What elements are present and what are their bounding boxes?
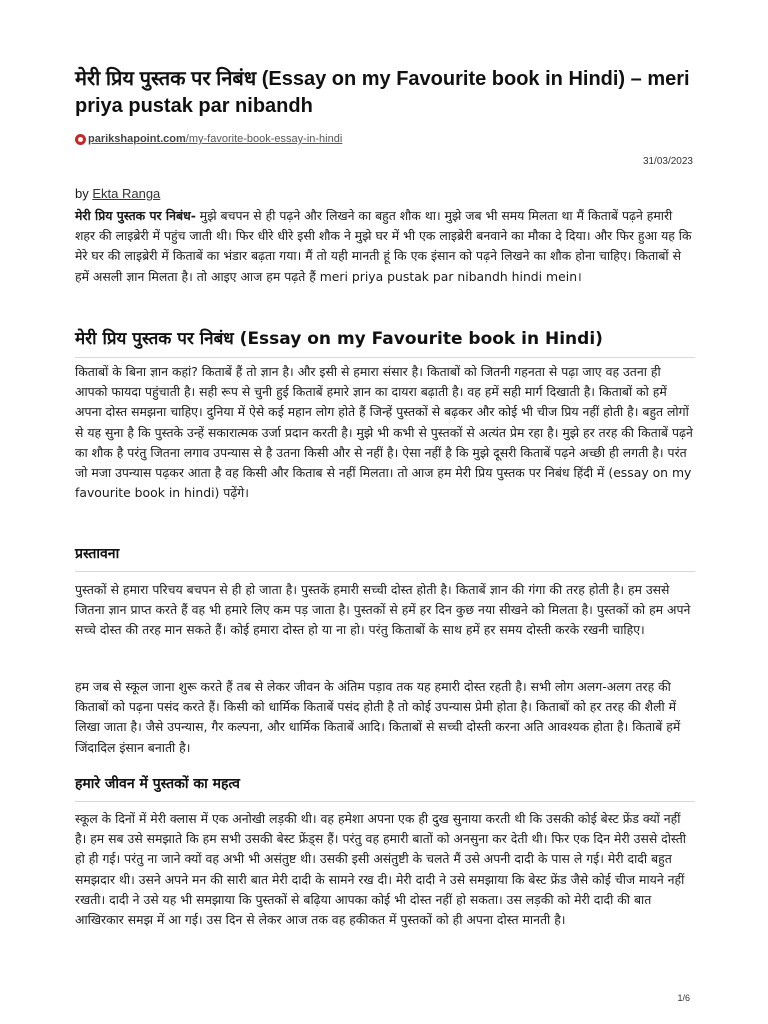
section1-paragraph: किताबों के बिना ज्ञान कहां? किताबें हैं तो ज्ञान है। और इसी से हमारा संसार है। किताबों को जितनी गहनता से पढ़ा जाए वह उतना ही आपको फायदा पहुंचाती है। सही रूप से चुनी हुई किताबें हमारे ज्ञान का दायरा बढ़ाती है। वह हमें सही मार्ग दिखाती है। किताबों को हमें अपना दोस्त समझना चाहिए। दुनिया में ऐसे कई महान लोग होते हैं जिन्हें पुस्तकों से बढ़कर और कोई भी चीज प्रिय नहीं होती है। बहुत लोगों से यह सुना है कि पुस्तके उन्हें सकारात्मक उर्जा प्रदान करती है। मुझे भी कभी से पुस्तकों से अत्यंत प्रेम रहा है। मुझे हर तरह की किताबें पढ़ने का शौक है परंतु जितना लगाव उपन्यास से है उतना किसी और से नहीं है। ऐसा नहीं है कि मुझे दूसरी किताबें पढ़ने अच्छी ही लगती है। परंत जो मजा उपन्यास पढ़कर आता है वह किसी और किताब से नहीं मिलता। तो आज हम मेरी प्रिय पुस्तक पर निबंध हिंदी में (essay on my favourite book in hindi) पढ़ेंगे। [75,364,693,501]
source-link-row [75,133,342,145]
author-link[interactable]: Ekta Ranga [92,186,161,201]
source-path: /my-favorite-book-essay-in-hindi [185,133,343,145]
by-label: by [75,186,89,201]
section-heading-essay: मेरी प्रिय पुस्तक पर निबंध (Essay on my Favourite book in Hindi) [75,328,695,358]
section-heading-introduction: प्रस्तावना [75,544,695,572]
page-number: 1/6 [677,993,690,1003]
byline [75,186,160,201]
site-favicon-icon [75,134,86,145]
section2-paragraph-2: हम जब से स्कूल जाना शुरू करते हैं तब से लेकर जीवन के अंतिम पड़ाव तक यह हमारी दोस्त रहती है। सभी लोग अलग-अलग तरह की किताबों को पढ़ना पसंद करते हैं। किसी को धार्मिक किताबें पसंद होती है तो कोई उपन्यास प्रेमी होता है। किताबों को हर तरह की शैली में लिखा जाता है। जैसे उपन्यास, गैर कल्पना, और धार्मिक किताबें आदि। किताबों से सच्ची दोस्ती करना अति आवश्यक होता है। किताबें हमें जिंदादिल इंसान बनाती है। [75,679,681,755]
publish-date: 31/03/2023 [642,156,693,167]
section3-paragraph: स्कूल के दिनों में मेरी क्लास में एक अनोखी लड़की थी। वह हमेशा अपना एक ही दुख सुनाया करती थी कि उसकी कोई बेस्ट फ्रेंड क्यों नहीं है। हम सब उसे समझाते कि हम सभी उसकी बेस्ट फ्रेंड्स हैं। परंतु वह हमारी बातों को अनसुना कर देती थी। फिर एक दिन मेरी उससे दोस्ती हो ही गई। परंतु ना जाने क्यों वह अभी भी असंतुष्ट थी। उसकी इसी असंतुष्टी के चलते मैं उसे अपनी दादी के पास ले गई। मेरी दादी बहुत समझदार थी। उसने अपने मन की सारी बात मेरी दादी के सामने रख दी। मेरी दादी ने उसे समझाया कि बेस्ट फ्रेंड जैसे कोई चीज मायने नहीं रखती। दादी ने उसे यह भी समझाया कि पुस्तकों से बढ़िया आपका कोई भी दोस्त नहीं हो सकता। उस लड़की को मेरी दादी की बात आखिरकार समझ में आ गई। उस दिन से लेकर आज तक वह हकीकत में पुस्तकों को ही अपना दोस्त मानती है। [75,811,687,928]
intro-paragraph [75,206,695,287]
section-heading-importance: हमारे जीवन में पुस्तकों का महत्व [75,774,695,802]
source-domain: parikshapoint.com [88,133,186,145]
section2-paragraph-1: पुस्तकों से हमारा परिचय बचपन से ही हो जाता है। पुस्तकें हमारी सच्ची दोस्त होती है। किताबें ज्ञान की गंगा की तरह होती है। हम उससे जितना ज्ञान प्राप्त करते हैं वह भी हमारे लिए कम पड़ जाता है। पुस्तकों से हमें हर दिन कुछ नया सीखने को मिलता है। पुस्तकों को हम अपने सच्चे दोस्त की तरह मान सकते हैं। कोई हमारा दोस्त हो या ना हो। परंतु किताबों के साथ हमें हर समय दोस्ती करके रखनी चाहिए। [75,582,691,638]
source-url-link[interactable] [88,133,342,145]
article-title: मेरी प्रिय पुस्तक पर निबंध (Essay on my Favourite book in Hindi) – meri priya pustak par nibandh [75,68,690,117]
intro-text: मुझे बचपन से ही पढ़ने और लिखने का बहुत शौक था। मुझे जब भी समय मिलता था मैं किताबें पढ़ने हमारी शहर की लाइब्रेरी में पहुंच जाती थी। फिर धीरे धीरे इसी शौक ने मुझे घर में भी एक लाइब्रेरी बनवाने का मौका दे दिया। और फिर हुआ यह कि मेरे घर की लाइब्रेरी में किताबें का भंडार बढ़ता गया। मैं तो यही मानती हूं कि एक इंसान को पढ़ने लिखने का शौक होना चाहिए। किताबों से हमें असली ज्ञान मिलता है। तो आइए आज हम पढ़ते हैं meri priya pustak par nibandh hindi mein। [75,208,692,284]
intro-lead: मेरी प्रिय पुस्तक पर निबंध- [75,208,196,223]
